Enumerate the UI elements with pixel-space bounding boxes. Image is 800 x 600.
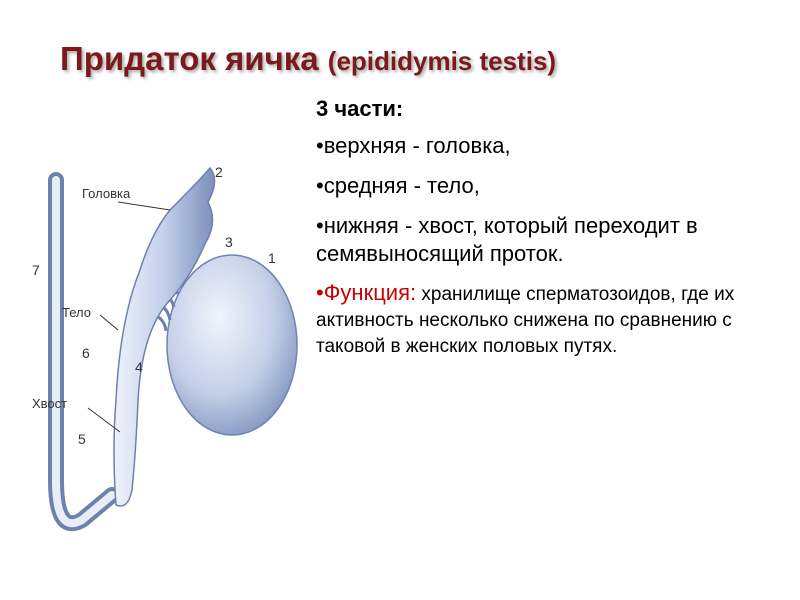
number-7: 7 — [32, 262, 40, 278]
number-5: 5 — [78, 431, 86, 447]
title-main: Придаток яичка — [60, 40, 319, 77]
bullet-head: •верхняя - головка, — [316, 133, 511, 158]
number-4: 4 — [135, 359, 143, 375]
function-label: •Функция: — [316, 280, 417, 305]
bullet-tail: •нижняя - хвост, который переходит в семявыносящий проток. — [316, 213, 698, 266]
slide-title — [60, 40, 760, 78]
function-paragraph — [316, 280, 786, 360]
label-tail: Хвост — [32, 396, 68, 411]
label-head: Головка — [82, 186, 131, 201]
title-latin: (epididymis testis) — [327, 46, 557, 76]
epididymis-illustration — [20, 150, 320, 590]
function-text: хранилище сперматозоидов, где их активность несколько снижена по сравнению с таковой в женских половых путях. — [316, 284, 735, 357]
epididymis-drawing — [20, 150, 320, 590]
label-body: Тело — [62, 305, 91, 320]
content-block — [316, 96, 786, 360]
parts-heading: 3 части: — [316, 96, 404, 121]
bullet-body: •средняя - тело, — [316, 173, 480, 198]
number-2: 2 — [215, 164, 223, 180]
number-1: 1 — [268, 250, 276, 266]
number-6: 6 — [82, 345, 90, 361]
number-3: 3 — [225, 234, 233, 250]
testis — [167, 255, 297, 435]
